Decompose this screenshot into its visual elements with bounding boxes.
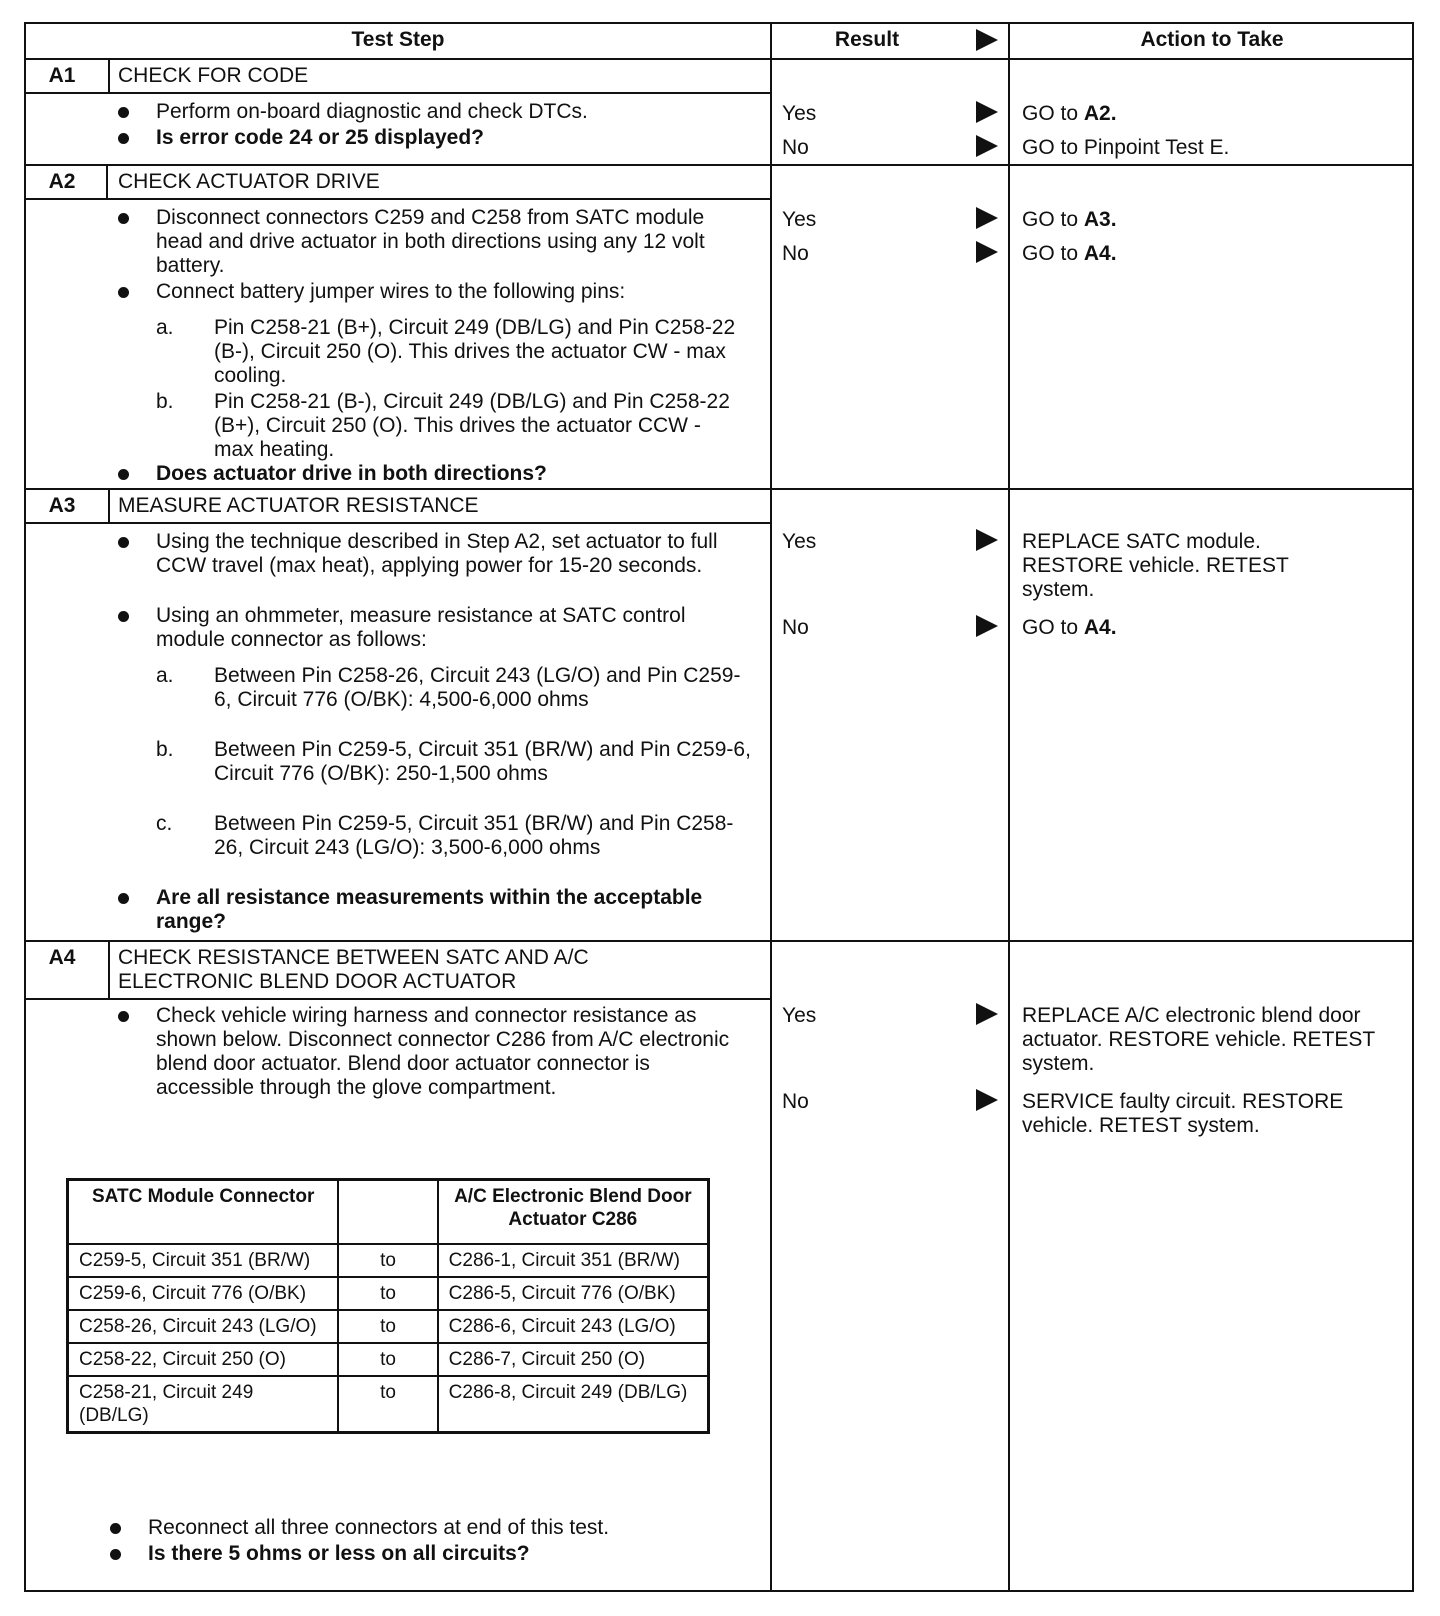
bullet-a1-1: Perform on-board diagnostic and check DTCs. xyxy=(118,100,776,124)
table-header-actuator: A/C Electronic Blend Door Actuator C286 xyxy=(438,1180,709,1245)
step-id-divider-a2 xyxy=(106,164,108,198)
table-cell-actuator: C286-1, Circuit 351 (BR/W) xyxy=(438,1244,709,1277)
result-a1-no: No xyxy=(782,136,809,159)
table-cell-to: to xyxy=(338,1310,437,1343)
result-arrow-icon xyxy=(976,615,998,637)
action-a2-yes-target: A3. xyxy=(1083,208,1117,231)
result-arrow-icon xyxy=(976,529,998,551)
action-a2-no-target: A4. xyxy=(1083,242,1117,265)
action-a2-yes xyxy=(1022,208,1402,232)
sub-a3-b-text: Between Pin C259-5, Circuit 351 (BR/W) and Pin C259-6, Circuit 776 (O/BK): 250-1,500 ohms xyxy=(214,738,751,785)
sub-a3-b xyxy=(156,738,754,786)
step-id-a4: A4 xyxy=(48,946,76,969)
table-cell-actuator: C286-8, Circuit 249 (DB/LG) xyxy=(438,1376,709,1433)
step-title-rule-a2 xyxy=(26,198,772,200)
sub-a3-a xyxy=(156,664,754,712)
bullet-a3-3: Are all resistance measurements within the acceptable range? xyxy=(118,886,716,934)
diagnostic-table xyxy=(24,22,1414,1592)
result-a3-yes: Yes xyxy=(782,530,817,553)
table-cell-satc: C258-21, Circuit 249 (DB/LG) xyxy=(68,1376,339,1433)
table-cell-satc: C259-6, Circuit 776 (O/BK) xyxy=(68,1277,339,1310)
step-title-a4: CHECK RESISTANCE BETWEEN SATC AND A/C ELECTRONIC BLEND DOOR ACTUATOR xyxy=(118,946,589,993)
step-rule-a3 xyxy=(26,940,1412,942)
header-arrow-icon xyxy=(976,29,998,51)
col-divider-action xyxy=(1008,24,1010,1590)
table-cell-to: to xyxy=(338,1244,437,1277)
sub-a2-a xyxy=(156,316,744,388)
step-title-a1: CHECK FOR CODE xyxy=(118,64,309,87)
table-row xyxy=(68,1376,709,1433)
header-action: Action to Take xyxy=(1140,28,1284,51)
table-cell-satc: C258-22, Circuit 250 (O) xyxy=(68,1343,339,1376)
bullet-a3-2: Using an ohmmeter, measure resistance at SATC control module connector as follows: xyxy=(118,604,746,652)
step-title-rule-a3 xyxy=(26,522,772,524)
action-a3-no-target: A4. xyxy=(1083,616,1117,639)
table-row xyxy=(68,1277,709,1310)
result-a3-no: No xyxy=(782,616,809,639)
table-row xyxy=(68,1244,709,1277)
step-id-divider-a3 xyxy=(108,488,110,522)
sub-a2-b-text: Pin C258-21 (B-), Circuit 249 (DB/LG) and Pin C258-22 (B+), Circuit 250 (O). This drives the actuator CCW - max heating. xyxy=(214,390,730,461)
step-id-divider-a1 xyxy=(108,58,110,92)
table-row xyxy=(68,1310,709,1343)
bullet-a4-1: Check vehicle wiring harness and connector resistance as shown below. Disconnect connector C286 from A/C electronic blend door actuator. Blend door actuator connector is accessible through the glove compartment. xyxy=(118,1004,736,1100)
action-a4-yes: REPLACE A/C electronic blend door actuator. RESTORE vehicle. RETEST system. xyxy=(1022,1004,1375,1075)
action-a1-no: GO to Pinpoint Test E. xyxy=(1022,136,1230,159)
action-a3-no-text: GO to xyxy=(1022,616,1084,639)
table-cell-to: to xyxy=(338,1277,437,1310)
action-a1-yes xyxy=(1022,102,1402,126)
table-cell-actuator: C286-6, Circuit 243 (LG/O) xyxy=(438,1310,709,1343)
result-arrow-icon xyxy=(976,241,998,263)
result-a2-no: No xyxy=(782,242,809,265)
table-cell-to: to xyxy=(338,1343,437,1376)
sub-a2-b xyxy=(156,390,744,462)
bullet-a2-3: Does actuator drive in both directions? xyxy=(118,462,776,486)
sub-a3-b-letter: b. xyxy=(156,738,174,761)
step-id-a3: A3 xyxy=(48,494,76,517)
result-arrow-icon xyxy=(976,101,998,123)
bullet-a4-3: Is there 5 ohms or less on all circuits? xyxy=(110,1542,768,1566)
header-rule xyxy=(26,58,1412,60)
action-a4-no: SERVICE faulty circuit. RESTORE vehicle. RETEST system. xyxy=(1022,1090,1344,1137)
header-result: Result xyxy=(834,28,900,51)
step-id-a1: A1 xyxy=(48,64,76,87)
sub-a3-c xyxy=(156,812,754,860)
step-id-a2: A2 xyxy=(48,170,76,193)
result-arrow-icon xyxy=(976,135,998,157)
result-a4-yes: Yes xyxy=(782,1004,817,1027)
result-arrow-icon xyxy=(976,207,998,229)
step-title-a2: CHECK ACTUATOR DRIVE xyxy=(118,170,380,193)
step-title-a3: MEASURE ACTUATOR RESISTANCE xyxy=(118,494,479,517)
result-a4-no: No xyxy=(782,1090,809,1113)
step-rule-a1 xyxy=(26,164,1412,166)
sub-a3-a-text: Between Pin C258-26, Circuit 243 (LG/O) and Pin C259-6, Circuit 776 (O/BK): 4,500-6,000 ohms xyxy=(214,664,741,711)
action-a3-yes: REPLACE SATC module. RESTORE vehicle. RETEST system. xyxy=(1022,530,1289,601)
sub-a2-a-letter: a. xyxy=(156,316,174,339)
bullet-a4-2: Reconnect all three connectors at end of this test. xyxy=(110,1516,768,1540)
table-cell-actuator: C286-7, Circuit 250 (O) xyxy=(438,1343,709,1376)
result-a2-yes: Yes xyxy=(782,208,817,231)
table-header-row xyxy=(68,1180,709,1245)
sub-a3-c-letter: c. xyxy=(156,812,173,835)
bullet-a1-2: Is error code 24 or 25 displayed? xyxy=(118,126,776,150)
action-a1-yes-target: A2. xyxy=(1083,102,1117,125)
table-cell-satc: C259-5, Circuit 351 (BR/W) xyxy=(68,1244,339,1277)
table-row xyxy=(68,1343,709,1376)
table-header-satc: SATC Module Connector xyxy=(68,1180,339,1245)
bullet-a3-1: Using the technique described in Step A2, set actuator to full CCW travel (max heat), applying power for 15-20 seconds. xyxy=(118,530,746,578)
result-a1-yes: Yes xyxy=(782,102,817,125)
action-a2-no xyxy=(1022,242,1402,266)
connector-resistance-table xyxy=(66,1178,710,1434)
result-arrow-icon xyxy=(976,1003,998,1025)
sub-a3-c-text: Between Pin C259-5, Circuit 351 (BR/W) and Pin C258-26, Circuit 243 (LG/O): 3,500-6,000 ohms xyxy=(214,812,734,859)
action-a2-yes-text: GO to xyxy=(1022,208,1084,231)
table-header-blank xyxy=(338,1180,437,1245)
step-title-rule-a1 xyxy=(26,92,772,94)
bullet-a2-1: Disconnect connectors C259 and C258 from SATC module head and drive actuator in both directions using any 12 volt battery. xyxy=(118,206,752,278)
action-a1-yes-text: GO to xyxy=(1022,102,1084,125)
step-rule-a2 xyxy=(26,488,1412,490)
step-title-rule-a4 xyxy=(26,998,772,1000)
table-cell-actuator: C286-5, Circuit 776 (O/BK) xyxy=(438,1277,709,1310)
col-divider-result xyxy=(770,24,772,1590)
action-a3-no xyxy=(1022,616,1402,640)
sub-a2-b-letter: b. xyxy=(156,390,174,413)
bullet-a2-2: Connect battery jumper wires to the following pins: xyxy=(118,280,776,304)
sub-a3-a-letter: a. xyxy=(156,664,174,687)
result-arrow-icon xyxy=(976,1089,998,1111)
table-cell-satc: C258-26, Circuit 243 (LG/O) xyxy=(68,1310,339,1343)
header-test-step: Test Step xyxy=(351,28,445,51)
action-a2-no-text: GO to xyxy=(1022,242,1084,265)
step-id-divider-a4 xyxy=(108,940,110,998)
table-cell-to: to xyxy=(338,1376,437,1433)
sub-a2-a-text: Pin C258-21 (B+), Circuit 249 (DB/LG) and Pin C258-22 (B-), Circuit 250 (O). This drives the actuator CW - max cooling. xyxy=(214,316,736,387)
